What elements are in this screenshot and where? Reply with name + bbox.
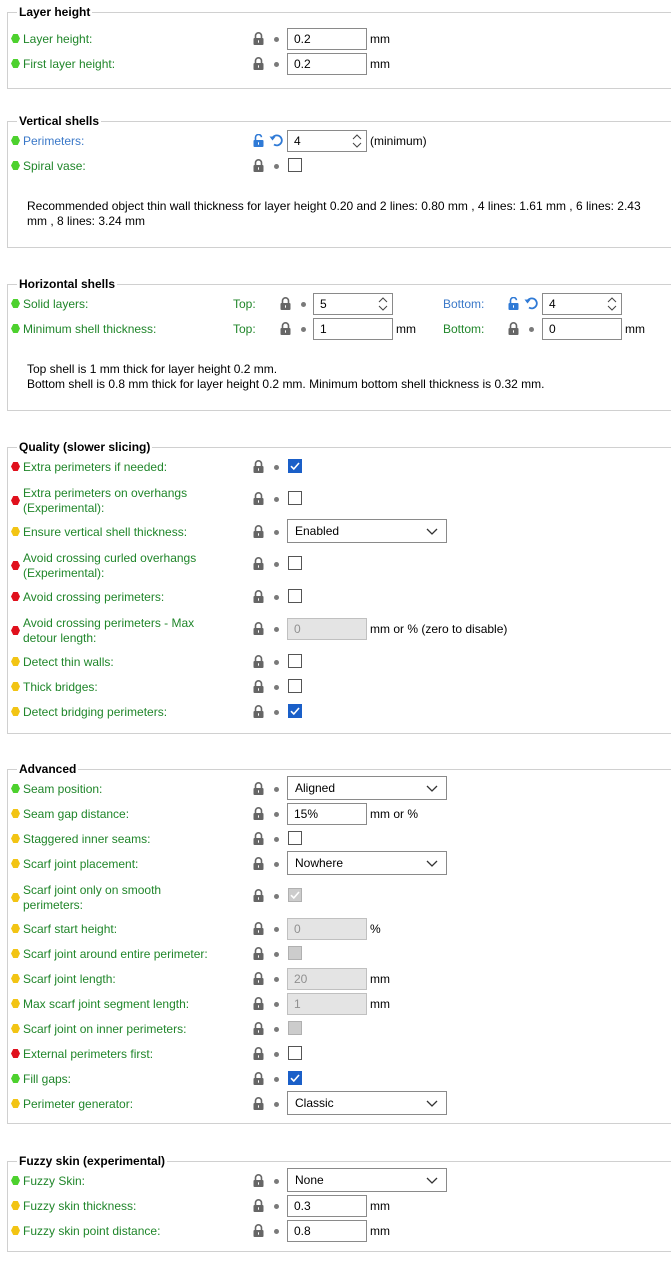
field-label[interactable]: Seam position: (23, 782, 103, 796)
spin-arrows-icon[interactable] (607, 296, 617, 312)
lock-icon[interactable] (253, 832, 264, 845)
fuzzy-skin-select[interactable] (287, 1168, 447, 1192)
bullet-icon (274, 497, 279, 502)
status-yellow-icon (11, 974, 20, 983)
row-detect-thin-walls (0, 650, 664, 674)
lock-icon[interactable] (253, 1097, 264, 1110)
bullet-icon (274, 787, 279, 792)
field-label[interactable]: Staggered inner seams: (23, 832, 151, 846)
select-value: Enabled (295, 524, 340, 538)
bullet-icon (529, 327, 534, 332)
fuzzy-thickness-input[interactable]: 0.3 (287, 1195, 367, 1217)
row-fill-gaps (0, 1067, 664, 1091)
select-value: Classic (295, 1096, 334, 1110)
perimeters-spin-input[interactable]: 4 (287, 130, 367, 152)
thin-walls-checkbox[interactable] (288, 654, 302, 668)
label-line: perimeters: (23, 898, 84, 912)
select-value: Aligned (295, 781, 336, 795)
row-avoid-max-detour (0, 616, 664, 646)
lock-icon[interactable] (253, 1022, 264, 1035)
bullet-icon (274, 894, 279, 899)
min-shell-top-input[interactable]: 1 (313, 318, 393, 340)
row-external-first (0, 1042, 664, 1066)
unit-label: mm (370, 1224, 390, 1238)
lock-icon[interactable] (253, 997, 264, 1010)
label-line: Avoid crossing perimeters - Max (23, 616, 195, 630)
lock-icon[interactable] (253, 590, 264, 603)
top-label: Top: (233, 297, 256, 311)
status-yellow-icon (11, 859, 20, 868)
row-extra-perimeters-overhangs (0, 486, 664, 516)
bullet-icon (274, 1102, 279, 1107)
field-label[interactable]: Scarf joint on inner perimeters: (23, 1022, 187, 1036)
unit-label: mm (625, 322, 645, 336)
bullet-icon (274, 595, 279, 600)
chevron-down-icon (426, 1177, 438, 1184)
status-yellow-icon (11, 1226, 20, 1235)
chevron-down-icon (426, 1100, 438, 1107)
perimeters-suffix: (minimum) (370, 134, 427, 148)
row-fuzzy-thickness (0, 1194, 664, 1218)
note-line: Top shell is 1 mm thick for layer height 0.2 mm. (27, 362, 278, 376)
status-green-icon (11, 1074, 20, 1083)
field-label[interactable]: External perimeters first: (23, 1047, 154, 1061)
lock-icon[interactable] (253, 680, 264, 693)
bullet-icon (274, 62, 279, 67)
undo-icon[interactable] (524, 296, 538, 310)
field-label[interactable]: Detect thin walls: (23, 655, 114, 669)
chevron-down-icon (426, 785, 438, 792)
perimeter-generator-select[interactable] (287, 1091, 447, 1115)
row-solid-layers (0, 292, 664, 316)
field-label[interactable] (23, 486, 187, 516)
bullet-icon (274, 1052, 279, 1057)
fuzzy-distance-input[interactable]: 0.8 (287, 1220, 367, 1242)
status-yellow-icon (11, 707, 20, 716)
status-red-icon (11, 592, 20, 601)
status-yellow-icon (11, 809, 20, 818)
scarf-placement-select[interactable] (287, 851, 447, 875)
row-first-layer-height (0, 52, 664, 76)
field-label[interactable]: Perimeter generator: (23, 1097, 134, 1111)
lock-icon[interactable] (253, 557, 264, 570)
avoid-crossing-checkbox[interactable] (288, 589, 302, 603)
ensure-vertical-select[interactable] (287, 519, 447, 543)
seam-position-select[interactable] (287, 776, 447, 800)
section-title: Fuzzy skin (experimental) (19, 1154, 166, 1168)
field-label[interactable]: Extra perimeters if needed: (23, 460, 168, 474)
bullet-icon (274, 660, 279, 665)
chevron-down-icon (426, 528, 438, 535)
status-green-icon (11, 784, 20, 793)
status-red-icon (11, 626, 20, 635)
status-red-icon (11, 1049, 20, 1058)
undo-icon[interactable] (269, 133, 283, 147)
label-line: Scarf joint only on smooth (23, 883, 162, 897)
avoid-max-detour-input[interactable]: 0 (287, 618, 367, 640)
bullet-icon (274, 1002, 279, 1007)
bullet-icon (274, 1027, 279, 1032)
section-title: Horizontal shells (19, 277, 116, 291)
bottom-label: Bottom: (443, 297, 485, 311)
lock-icon[interactable] (253, 655, 264, 668)
lock-icon[interactable] (253, 1047, 264, 1060)
field-label[interactable]: Max scarf joint segment length: (23, 997, 190, 1011)
row-extra-perimeters (0, 455, 664, 479)
first-layer-height-input[interactable]: 0.2 (287, 53, 367, 75)
lock-icon[interactable] (253, 57, 264, 70)
row-fuzzy-distance (0, 1219, 664, 1243)
field-label[interactable]: First layer height: (23, 57, 116, 71)
row-perimeter-generator (0, 1091, 664, 1115)
field-label[interactable] (23, 551, 196, 581)
status-green-icon (11, 59, 20, 68)
row-scarf-length (0, 967, 664, 991)
bridging-checkbox[interactable] (288, 704, 302, 718)
status-yellow-icon (11, 949, 20, 958)
row-layer-height (0, 27, 664, 51)
field-label[interactable]: Scarf joint length: (23, 972, 116, 986)
bullet-icon (274, 837, 279, 842)
min-shell-bottom-input[interactable]: 0 (542, 318, 622, 340)
scarf-inner-checkbox[interactable] (288, 1021, 302, 1035)
row-ensure-vertical (0, 519, 664, 543)
check-icon (288, 1071, 302, 1085)
select-value: Nowhere (295, 856, 344, 870)
external-first-checkbox[interactable] (288, 1046, 302, 1060)
scarf-entire-checkbox[interactable] (288, 946, 302, 960)
unit-label: mm (370, 997, 390, 1011)
lock-icon[interactable] (253, 622, 264, 635)
field-label[interactable] (23, 616, 194, 646)
lock-icon[interactable] (253, 525, 264, 538)
bullet-icon (274, 1077, 279, 1082)
unit-label: mm (396, 322, 416, 336)
status-yellow-icon (11, 1024, 20, 1033)
row-staggered-seams (0, 827, 664, 851)
bullet-icon (274, 1229, 279, 1234)
section-title: Quality (slower slicing) (19, 440, 151, 454)
unit-label: % (370, 922, 381, 936)
unit-label: mm (370, 1199, 390, 1213)
status-green-icon (11, 324, 20, 333)
unit-label: mm (370, 57, 390, 71)
status-yellow-icon (11, 893, 20, 902)
unit-label: mm or % (370, 807, 418, 821)
bullet-icon (274, 1204, 279, 1209)
scarf-smooth-checkbox[interactable] (288, 888, 302, 902)
row-spiral-vase (0, 154, 664, 178)
status-yellow-icon (11, 834, 20, 843)
bullet-icon (274, 685, 279, 690)
field-label[interactable]: Fill gaps: (23, 1072, 72, 1086)
select-value: None (295, 1173, 324, 1187)
section-title: Advanced (19, 762, 77, 776)
lock-icon[interactable] (253, 1224, 264, 1237)
field-label[interactable]: Minimum shell thickness: (23, 322, 157, 336)
top-label: Top: (233, 322, 256, 336)
note-line: Bottom shell is 0.8 mm thick for layer height 0.2 mm. Minimum bottom shell thickness is 0.32 mm. (27, 377, 545, 391)
status-green-icon (11, 299, 20, 308)
staggered-seams-checkbox[interactable] (288, 831, 302, 845)
solid-top-spin-input[interactable]: 5 (313, 293, 393, 315)
row-thick-bridges (0, 675, 664, 699)
check-icon (288, 704, 302, 718)
unit-label: mm (370, 972, 390, 986)
lock-icon[interactable] (280, 322, 291, 335)
status-yellow-icon (11, 527, 20, 536)
thin-wall-note (27, 199, 641, 229)
unlock-icon[interactable] (253, 134, 264, 147)
bullet-icon (274, 952, 279, 957)
field-label[interactable]: Solid layers: (23, 297, 89, 311)
lock-icon[interactable] (253, 32, 264, 45)
spin-arrows-icon[interactable] (352, 133, 362, 149)
bullet-icon (274, 862, 279, 867)
avoid-curled-checkbox[interactable] (288, 556, 302, 570)
row-scarf-smooth (0, 883, 664, 913)
shell-note (27, 362, 545, 392)
lock-icon[interactable] (253, 460, 264, 473)
bullet-icon (274, 465, 279, 470)
lock-icon[interactable] (253, 1174, 264, 1187)
unit-label: mm or % (zero to disable) (370, 622, 508, 636)
status-green-icon (11, 1176, 20, 1185)
lock-icon[interactable] (253, 1199, 264, 1212)
lock-icon[interactable] (253, 922, 264, 935)
row-avoid-curled (0, 551, 664, 581)
lock-icon[interactable] (253, 807, 264, 820)
lock-icon[interactable] (253, 492, 264, 505)
status-yellow-icon (11, 999, 20, 1008)
field-label[interactable]: Scarf joint placement: (23, 857, 139, 871)
row-seam-position (0, 776, 664, 800)
solid-bottom-spin-input[interactable]: 4 (542, 293, 622, 315)
status-red-icon (11, 496, 20, 505)
status-red-icon (11, 561, 20, 570)
seam-gap-input[interactable]: 15% (287, 803, 367, 825)
lock-icon[interactable] (253, 782, 264, 795)
field-label[interactable]: Fuzzy Skin: (23, 1174, 86, 1188)
lock-icon[interactable] (253, 889, 264, 902)
extra-perimeters-checkbox[interactable] (288, 459, 302, 473)
label-line: Extra perimeters on overhangs (23, 486, 188, 500)
lock-icon[interactable] (253, 947, 264, 960)
chevron-down-icon (426, 860, 438, 867)
spin-arrows-icon[interactable] (378, 296, 388, 312)
bullet-icon (274, 164, 279, 169)
field-label[interactable]: Layer height: (23, 32, 93, 46)
label-line: (Experimental): (23, 501, 105, 515)
bullet-icon (274, 710, 279, 715)
lock-icon[interactable] (253, 705, 264, 718)
bullet-icon (301, 302, 306, 307)
note-line: Recommended object thin wall thickness for layer height 0.20 and 2 lines: 0.80 mm , 4 lines: 1.61 mm , 6 lines: 2.43 (27, 199, 641, 213)
check-icon (288, 459, 302, 473)
lock-icon[interactable] (253, 857, 264, 870)
row-min-shell-thickness (0, 317, 664, 341)
unlock-icon[interactable] (508, 297, 519, 310)
field-label[interactable]: Detect bridging perimeters: (23, 705, 168, 719)
section-title: Layer height (19, 5, 91, 19)
row-scarf-placement (0, 851, 664, 875)
row-scarf-entire (0, 942, 664, 966)
lock-icon[interactable] (253, 1072, 264, 1085)
row-max-scarf-segment (0, 992, 664, 1016)
row-fuzzy-skin (0, 1168, 664, 1192)
row-perimeters (0, 129, 664, 153)
field-label[interactable] (23, 883, 161, 913)
row-avoid-crossing (0, 585, 664, 609)
status-yellow-icon (11, 924, 20, 933)
unit-label: mm (370, 32, 390, 46)
bullet-icon (274, 562, 279, 567)
spiral-vase-checkbox[interactable] (288, 158, 302, 172)
fill-gaps-checkbox[interactable] (288, 1071, 302, 1085)
bottom-label: Bottom: (443, 322, 485, 336)
field-label[interactable]: Avoid crossing perimeters: (23, 590, 165, 604)
bullet-icon (274, 927, 279, 932)
row-scarf-start-height (0, 917, 664, 941)
bullet-icon (274, 37, 279, 42)
lock-icon[interactable] (280, 297, 291, 310)
extra-overhangs-checkbox[interactable] (288, 491, 302, 505)
bullet-icon (274, 1179, 279, 1184)
scarf-start-input[interactable]: 0 (287, 918, 367, 940)
bullet-icon (274, 530, 279, 535)
row-scarf-inner (0, 1017, 664, 1041)
note-line: mm , 8 lines: 3.24 mm (27, 214, 146, 228)
field-label[interactable]: Spiral vase: (23, 159, 86, 173)
field-label[interactable]: Thick bridges: (23, 680, 98, 694)
status-yellow-icon (11, 1099, 20, 1108)
field-label[interactable]: Scarf joint around entire perimeter: (23, 947, 208, 961)
status-yellow-icon (11, 1201, 20, 1210)
status-green-icon (11, 136, 20, 145)
status-green-icon (11, 161, 20, 170)
max-scarf-input[interactable]: 1 (287, 993, 367, 1015)
label-line: (Experimental): (23, 566, 105, 580)
label-line: detour length: (23, 631, 97, 645)
status-green-icon (11, 34, 20, 43)
bullet-icon (301, 327, 306, 332)
scarf-length-input[interactable]: 20 (287, 968, 367, 990)
lock-icon[interactable] (253, 972, 264, 985)
label-line: Avoid crossing curled overhangs (23, 551, 197, 565)
field-label[interactable]: Ensure vertical shell thickness: (23, 525, 188, 539)
field-label[interactable]: Seam gap distance: (23, 807, 130, 821)
bullet-icon (274, 977, 279, 982)
section-title: Vertical shells (19, 114, 100, 128)
lock-icon[interactable] (508, 322, 519, 335)
bullet-icon (274, 812, 279, 817)
row-seam-gap (0, 802, 664, 826)
thick-bridges-checkbox[interactable] (288, 679, 302, 693)
status-yellow-icon (11, 657, 20, 666)
field-label[interactable]: Scarf start height: (23, 922, 118, 936)
status-yellow-icon (11, 682, 20, 691)
layer-height-input[interactable]: 0.2 (287, 28, 367, 50)
status-red-icon (11, 462, 20, 471)
bullet-icon (274, 627, 279, 632)
field-label[interactable]: Fuzzy skin point distance: (23, 1224, 161, 1238)
lock-icon[interactable] (253, 159, 264, 172)
field-label[interactable]: Fuzzy skin thickness: (23, 1199, 137, 1213)
check-icon (288, 888, 302, 902)
field-label[interactable]: Perimeters: (23, 134, 85, 148)
row-detect-bridging (0, 700, 664, 724)
